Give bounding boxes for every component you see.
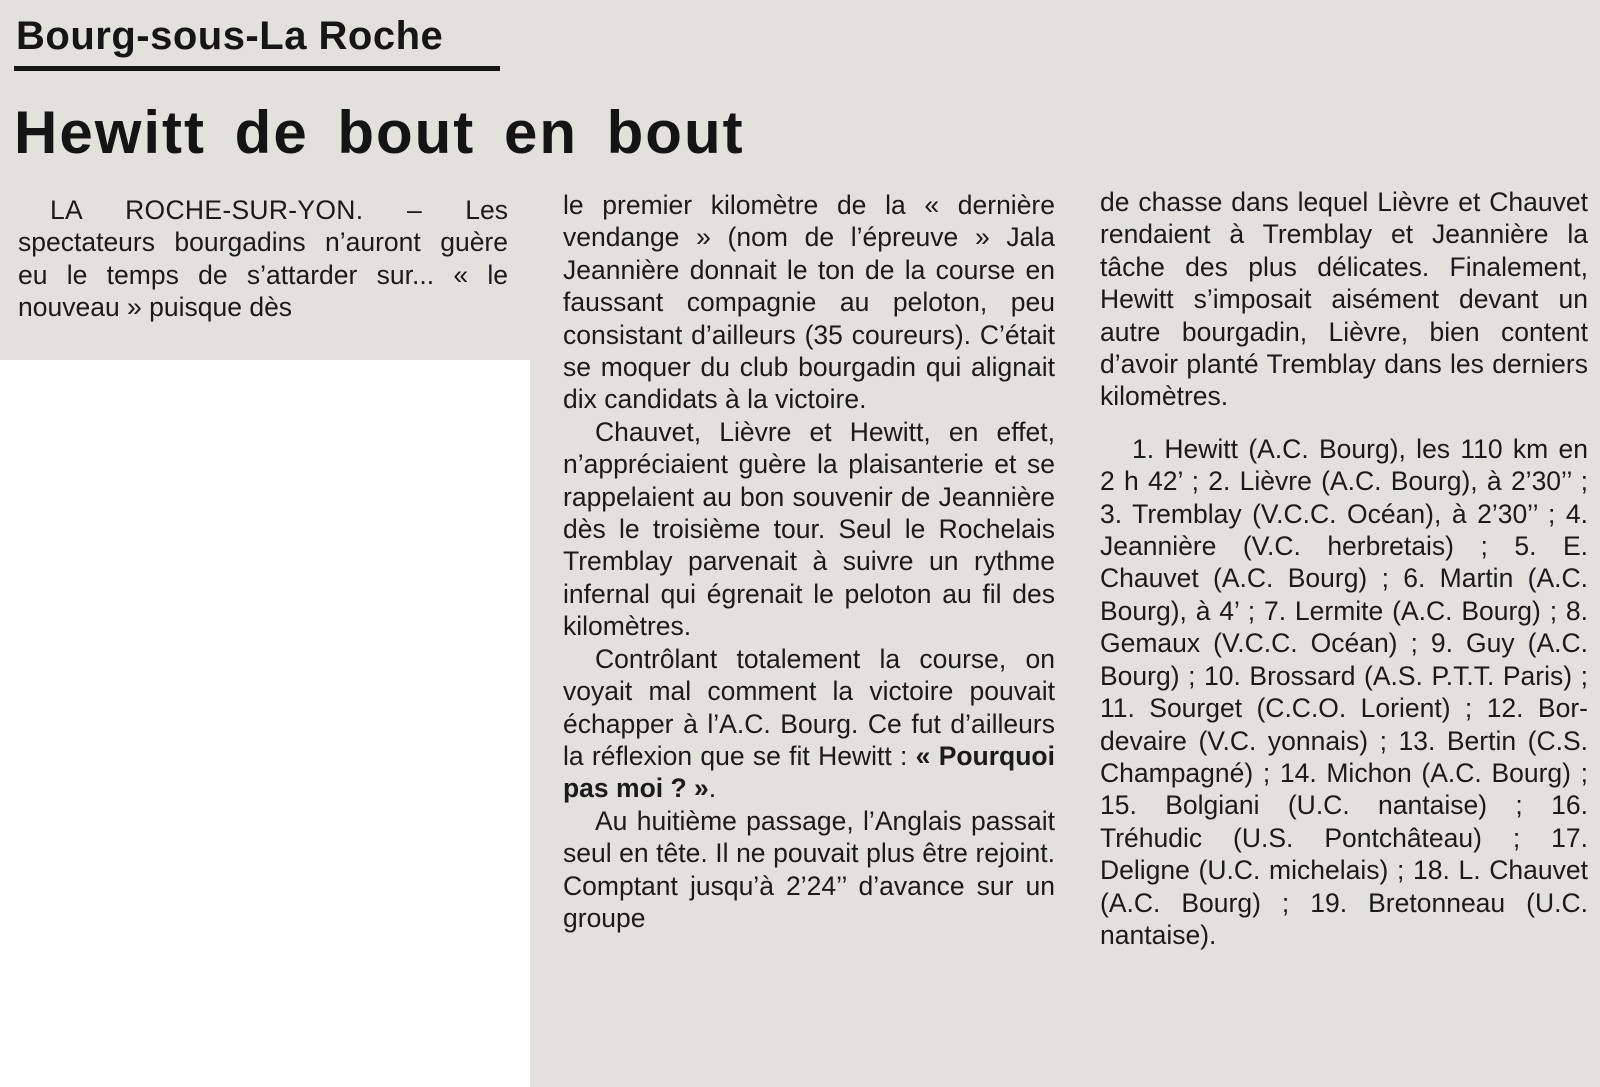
column-2 — [563, 189, 1055, 934]
paragraph-1-continued: le premier kilomètre de la « dernière vendange » (nom de l’épreuve » Jala Jeannière donnait le ton de la course en faussant compagnie au peloton, peu consistant d’ailleurs (35 coureurs). C’était se moquer du club bourgadin qui alignait dix candidats à la victoire. — [563, 190, 1055, 415]
paragraph-3 — [563, 643, 1055, 805]
paragraph-2: Chauvet, Lièvre et Hewitt, en effet, n’appréciaient guère la plaisanterie et se rappelaient au bon souvenir de Jeannière dès le troisième tour. Seul le Rochelais Tremblay parvenait à suivre un rythme infernal qui égrenait le peloton au fil des kilomètres. — [563, 416, 1055, 642]
paragraph-4-start: Au huitième passage, l’Anglais passait seul en tête. Il ne pouvait plus être rejoint. Comptant jusqu’à 2’24’’ d’avance sur un groupe — [563, 805, 1055, 933]
column-1 — [18, 194, 508, 324]
cut-out-area — [0, 360, 530, 1087]
article-headline: Hewitt de bout en bout — [14, 99, 745, 166]
lead-paragraph: LA ROCHE-SUR-YON. – Les spectateurs bourgadins n’auront guère eu le temps de s’attarder sur... « le nouveau » puisque dès — [18, 195, 509, 323]
section-heading: Bourg-sous-La Roche — [16, 14, 444, 58]
section-underline — [14, 66, 500, 71]
race-results: 1. Hewitt (A.C. Bourg), les 110 km en 2 h 42’ ; 2. Lièvre (A.C. Bourg), à 2’30’’ ; 3. Tremblay (V.C.C. Océan), à 2’30’’ ; 4. Jeannière (V.C. herbretais) ; 5. E. Chauvet (A.C. Bourg) ; 6. Martin (A.C. Bourg), à 4’ ; 7. Lermite (A.C. Bourg) ; 8. Gemaux (V.C.C. Océan) ; 9. Guy (A.C. Bourg) ; 10. Brossard (A.S. P.T.T. Paris) ; 11. Sourget (C.C.O. Lorient) ; 12. Bordevaire (V.C. yonnais) ; 13. Bertin (C.S. Champagné) ; 14. Michon (A.C. Bourg) ; 15. Bolgiani (U.C. nantaise) ; 16. Tréhudic (U.S. Pontchâteau) ; 17. Deligne (U.C. michelais) ; 18. L. Chauvet (A.C. Bourg) ; 19. Bretonneau (U.C. nantaise). — [1100, 433, 1588, 950]
dateline: LA ROCHE-SUR-YON. – — [50, 195, 423, 225]
paragraph-3-text: Contrôlant totalement la course, on voyait mal comment la victoire pouvait échapper à l’A.C. Bourg. Ce fut d’ailleurs la réflexion que se fit Hewitt : — [563, 643, 1055, 771]
column-3 — [1100, 186, 1588, 951]
quote-end: . — [708, 773, 717, 804]
paragraph-4-continued: de chasse dans lequel Lièvre et Chauvet rendaient à Tremblay et Jeannière la tâche des plus délicates. Finalement, Hewitt s’imposait aisément devant un autre bourgadin, Lièvre, bien content d’avoir planté Tremblay dans les derniers kilomètres. — [1100, 187, 1588, 412]
quote: « Pourquoi pas moi ? » — [563, 740, 1055, 804]
